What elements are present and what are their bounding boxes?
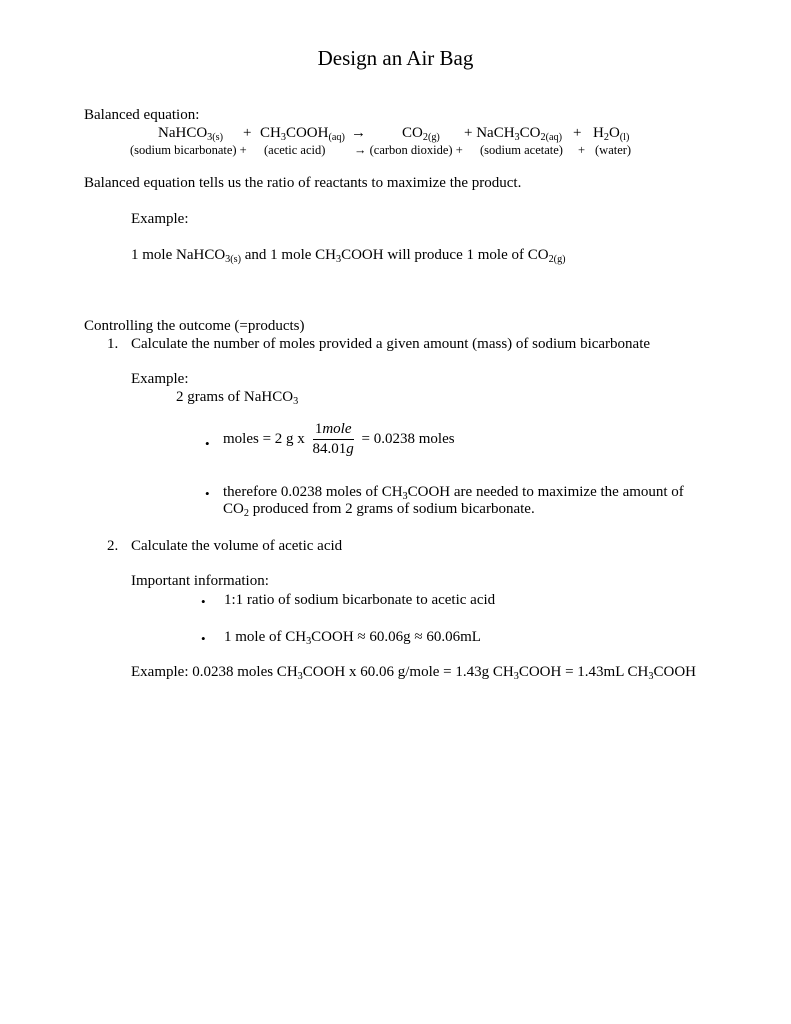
controlling-heading: Controlling the outcome (=products) [84,318,305,334]
example-mole-statement: 1 mole NaHCO$_{3(s)}$ and 1 mole $CH_3COOH$ will produce 1 mole of $CO_{2(g)}$ [131,247,566,266]
step-number: 2. [107,538,119,554]
grams-statement: 2 grams of NaHCO$_3$ [176,389,299,408]
formula-ch3cooh: $CH_3COOH_{(aq)}$ [260,125,345,144]
balanced-equation-heading: Balanced equation: [84,107,200,123]
therefore-line-1: therefore 0.0238 moles of $CH_3COOH$ are needed to maximize the amount of [223,484,684,503]
reaction-arrow: → [351,125,366,141]
important-information-heading: Important information: [131,573,269,589]
formula-nach3co2: + $NaCH_3CO_{2(aq)}$ [464,125,562,144]
step-number: 1. [107,336,119,352]
moles-calculation: moles = 2 g x $\frac{\text{1mole}}{84.01g}$ = 0.0238 moles [223,421,455,457]
fraction-numerator: 1mole [313,421,354,440]
name-carbon-dioxide: → (carbon dioxide) + [354,143,463,157]
page-title: Design an Air Bag [317,46,474,70]
formula-co2: $CO_{2(g)}$ [402,125,440,144]
bullet: • [205,436,210,451]
step-2-text: Calculate the volume of acetic acid [131,538,343,554]
ratio-statement: Balanced equation tells us the ratio of reactants to maximize the product. [84,175,522,191]
plus-sign: + [243,125,252,141]
example-label: Example: [131,211,189,227]
name-sodium-acetate: (sodium acetate) [480,143,563,157]
therefore-line-2: $CO_2$ produced from 2 grams of sodium bicarbonate. [223,501,535,520]
fraction-denominator: 84.01g [312,441,354,457]
formula-h2o: $H_2O_{(l)}$ [593,125,630,144]
final-example: Example: 0.0238 moles $CH_3COOH$ x 60.06 g/mole = 1.43g $CH_3COOH = 1.43mL$ $CH_3COOH$ [131,664,696,683]
name-sodium-bicarbonate: (sodium bicarbonate) + [130,143,247,157]
bullet: • [201,631,206,646]
name-water: (water) [595,143,632,157]
example-label: Example: [131,371,189,387]
plus-sign: + [578,143,586,157]
ratio-bullet-text: 1:1 ratio of sodium bicarbonate to acetic acid [224,592,496,608]
name-acetic-acid: (acetic acid) [264,143,326,157]
bullet: • [201,594,206,609]
bullet: • [205,486,210,501]
molar-volume-bullet-text: 1 mole of $CH_3COOH \approx 60.06g \approx 60.06mL$ [224,629,481,648]
formula-nahco3: NaHCO$_{3(s)}$ [158,125,224,144]
plus-sign: + [573,125,582,141]
step-1-text: Calculate the number of moles provided a given amount (mass) of sodium bicarbonate [131,336,651,352]
mole-fraction [313,421,354,458]
